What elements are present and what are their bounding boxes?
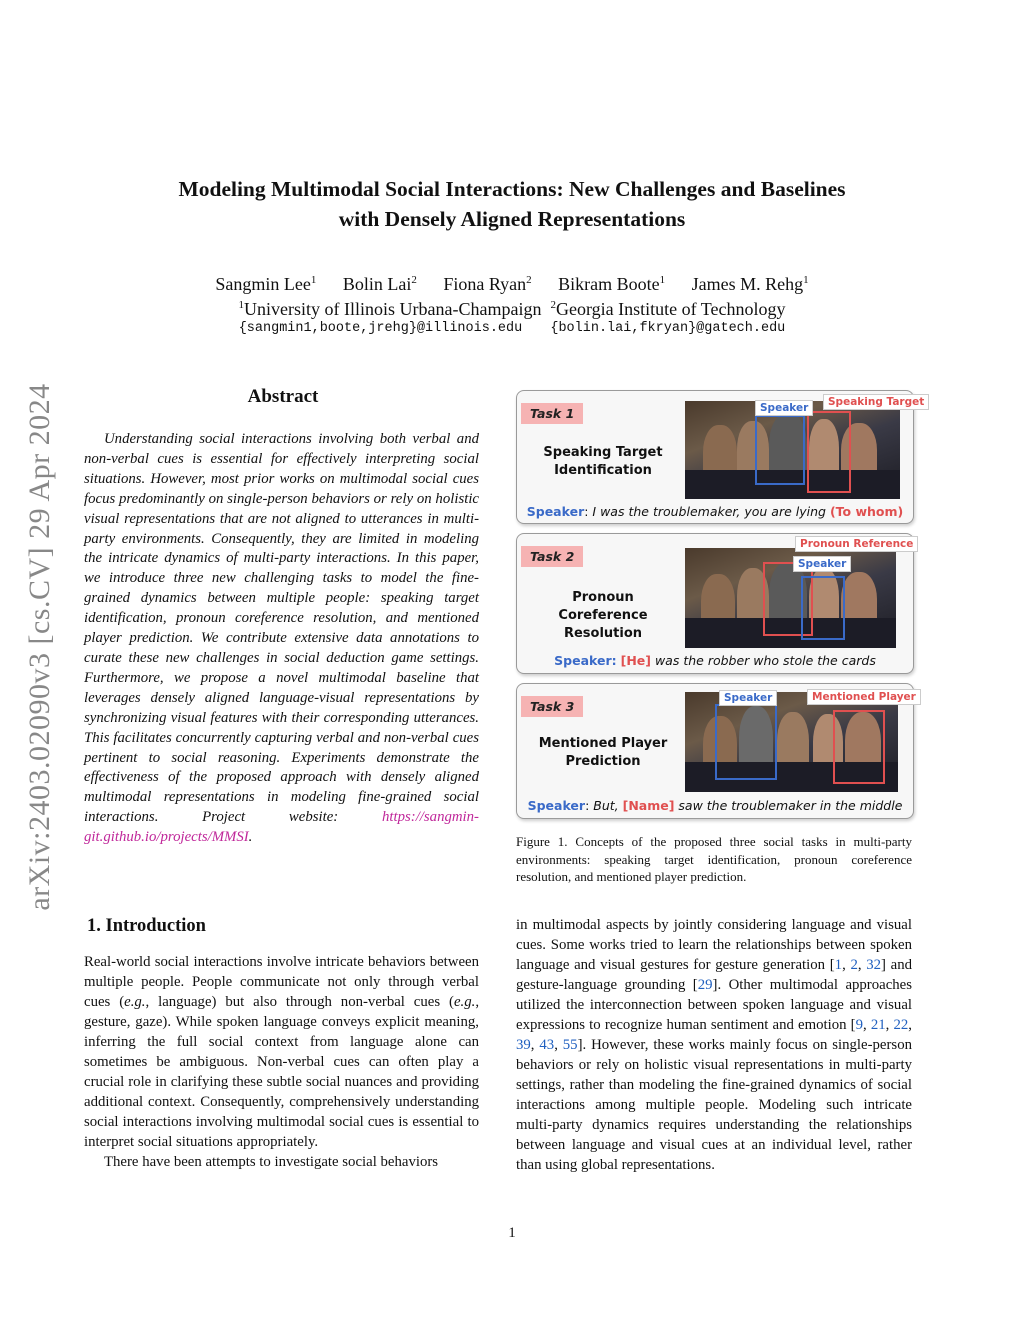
game-scene-photo	[685, 548, 896, 648]
task-name: Speaking Target Identification	[543, 445, 663, 478]
figure-caption: Figure 1. Concepts of the proposed three social tasks in multi-party environments: speaking target identification, pronoun coreference resolution, and mentioned player prediction.	[516, 834, 912, 884]
task-name: Pronoun Coreference Resolution	[558, 590, 648, 641]
project-website-link[interactable]: https://sangmin-git.github.io/projects/MMSI	[84, 809, 479, 846]
task-name: Mentioned Player Prediction	[538, 736, 668, 769]
email-group: {bolin.lai,fkryan}@gatech.edu	[550, 321, 786, 336]
figure-task-3-panel	[516, 683, 914, 819]
citation-link[interactable]: 9	[855, 1017, 864, 1033]
title-line-1: Modeling Multimodal Social Interactions: New Challenges and Baselines	[178, 177, 846, 201]
citation-link[interactable]: 22	[893, 1017, 909, 1033]
citation-link[interactable]: 29	[697, 977, 713, 993]
author-emails	[100, 321, 924, 336]
game-scene-photo	[685, 692, 898, 792]
citation-link[interactable]: 32	[866, 957, 882, 973]
paragraph: Real-world social interactions involve intricate behaviors between multiple people. People communicate not only through verbal cues (e.g., language) but also through non-verbal cues (e.g., gesture, gaze). While spoken language conveys explicit meaning, inferring the full social context from language alone can sometimes be ambiguous. Non-verbal cues can often play a crucial role in clarifying these subtle social nuances and providing additional context. Consequently, comprehensively understanding social interactions involving multimodal social cues is essential to interpret social situations appropriately.	[84, 954, 480, 1150]
speaker-label: Speaker	[755, 400, 813, 416]
citation-link[interactable]: 21	[870, 1017, 886, 1033]
citation-link[interactable]: 55	[562, 1037, 578, 1053]
figure-task-1-panel	[516, 390, 925, 524]
title-line-2: with Densely Aligned Representations	[338, 207, 686, 231]
author: Fiona Ryan$^2$	[443, 274, 532, 294]
speaker-label: Speaker	[719, 690, 777, 706]
email-group: {sangmin1,boote,jrehg}@illinois.edu	[238, 321, 523, 336]
utterance: Speaker: I was the troublemaker, you are lying (To whom)	[526, 504, 904, 519]
introduction-column-1	[84, 952, 479, 1172]
task-tag: Task 2	[521, 546, 583, 567]
paragraph: There have been attempts to investigate social behaviors	[104, 1154, 439, 1170]
author: Bolin Lai$^2$	[342, 274, 417, 294]
paragraph: in multimodal aspects by jointly considering language and visual cues. Some works tried to learn the relationships between spoken language and visual gestures for gesture generation [1, 2, 32] and gesture-language grounding [29]. Other multimodal approaches utilized the interconnection between spoken language and visual expressions to recognize human sentiment and emotion [9, 21, 22, 39, 43, 55]. However, these works mainly focus on single-person behaviors or rely on holistic visual representations in multi-party settings, rather than modeling the fine-grained dynamics of social interactions among multiple people. Modeling such intricate multi-party dynamics requires understanding the relationships between language and visual cues at an individual level, rather than using global representations.	[516, 917, 912, 1173]
affiliations: $^1$University of Illinois Urbana-Champaign $^2$Georgia Institute of Technology	[238, 299, 786, 319]
figure-task-2-panel	[516, 533, 914, 674]
speaking-target-label: Speaking Target	[823, 394, 929, 410]
citation-link[interactable]: 43	[539, 1037, 555, 1053]
utterance: Speaker: [He] was the robber who stole the cards	[554, 653, 876, 668]
citation-link[interactable]: 1	[834, 957, 843, 973]
section-heading-introduction: 1. Introduction	[87, 916, 206, 936]
author: Sangmin Lee$^1$	[215, 274, 317, 294]
author-list	[100, 268, 924, 296]
task-tag: Task 3	[521, 696, 583, 717]
task-tag: Task 1	[521, 403, 583, 424]
citation-link[interactable]: 2	[850, 957, 858, 973]
abstract-body: Understanding social interactions involving both verbal and non-verbal cues is essential for effectively interpreting social situations. However, most prior works on multimodal social cues focus predominantly on single-person behaviors or rely on holistic visual representations that are not aligned to utterances in multi-party environments. Consequently, they are limited in modeling the intricate dynamics of multi-party interactions. In this paper, we introduce three new challenging tasks to model the fine-grained dynamics between multiple people: speaking target identification, pronoun coreference resolution, and mentioned player prediction. We contribute extensive data annotations to curate these new challenges in social deduction game settings. Furthermore, we propose a novel multimodal baseline that leverages densely aligned language-visual representations by synchronizing visual features with their corresponding utterances. This facilitates concurrently capturing verbal and non-verbal cues pertinent to social reasoning. Experiments demonstrate the effectiveness of the proposed approach with densely aligned multimodal representations in modeling fine-grained social interactions. Project website: https://sangmin-git.github.io/projects/MMSI.	[84, 431, 479, 846]
utterance: Speaker: But, [Name] saw the troublemaker in the middle	[527, 798, 903, 813]
citation-link[interactable]: 39	[516, 1037, 531, 1053]
paper-title	[100, 174, 924, 234]
author: James M. Rehg$^1$	[691, 274, 809, 294]
introduction-column-2	[516, 915, 912, 1175]
abstract-heading: Abstract	[247, 386, 319, 407]
page-number: 1	[508, 1225, 516, 1241]
pronoun-reference-label: Pronoun Reference	[795, 536, 918, 552]
author: Bikram Boote$^1$	[558, 274, 666, 294]
mentioned-player-label: Mentioned Player	[807, 689, 921, 705]
arxiv-identifier: arXiv:2403.02090v3 [cs.CV] 29 Apr 2024	[23, 383, 56, 911]
speaker-label: Speaker	[793, 556, 851, 572]
